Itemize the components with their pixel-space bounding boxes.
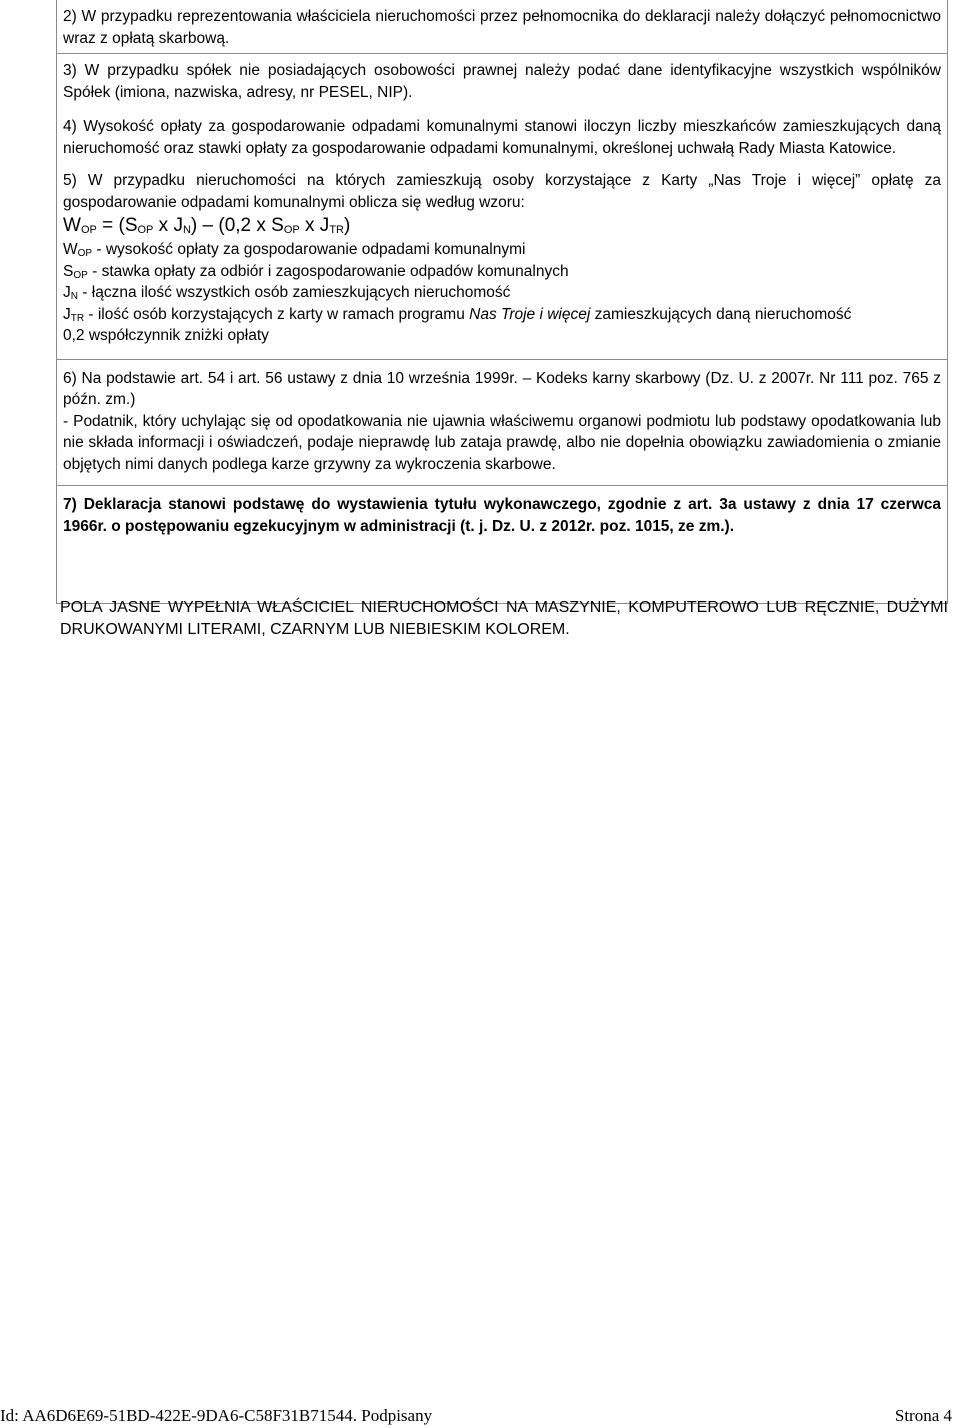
fee-formula: $W_{OP} = (S_{OP}$ x $J_N) - (0,2$ x $S_{OP}$ x $J_{TR}$) [63,215,351,236]
note-6 [63,368,941,476]
document-id: Id: AA6D6E69-51BD-422E-9DA6-C58F31B71544. Podpisany [0,1406,433,1425]
note-5-intro: 5) W przypadku nieruchomości na których zamieszkują osoby korzystające z Karty „Nas Troje i więcej” opłatę za gospodarowanie odpadami komunalnymi oblicza się według wzoru: [63,172,941,211]
page-number: Strona 4 [894,1406,952,1425]
note-2: 2) W przypadku reprezentowania właściciela nieruchomości przez pełnomocnika do deklaracji należy dołączyć pełnomocnictwo wraz z opłatą skarbową. [63,8,941,47]
definition-wop: $W_{OP}$ - wysokość opłaty za gospodarowanie odpadami komunalnymi [63,241,526,259]
note-7: 7) Deklaracja stanowi podstawę do wystawienia tytułu wykonawczego, zgodnie z art. 3a ustawy z dnia 17 czerwca 1966r. o postępowaniu egzekucyjnym w administracji (t. j. Dz. U. z 2012r. poz. 1015, ze zm.). [63,496,941,535]
note-5 [63,170,941,347]
page-footer [0,1404,960,1428]
filling-instruction: POLA JASNE WYPEŁNIA WŁAŚCICIEL NIERUCHOMOŚCI NA MASZYNIE, KOMPUTEROWO LUB RĘCZNIE, DUŻYMI DRUKOWANYMI LITERAMI, CZARNYM LUB NIEBIESKIM KOLOREM. [60,599,948,638]
definition-coefficient: 0,2 współczynnik zniżki opłaty [63,327,269,344]
definition-jn: $J_N$ - łączna ilość wszystkich osób zamieszkujących nieruchomość [63,284,511,302]
note-6-penalty: - Podatnik, który uchylając się od opodatkowania nie ujawnia właściwemu organowi podmiotu lub podstawy opodatkowania lub nie składa informacji i oświadczeń, podaje nieprawdę lub zataja prawdę, albo nie dopełnia obowiązku zawiadomienia o zmianie objętych nimi danych podlega karze grzywny za wykroczenia skarbowe. [63,412,941,473]
note-6-legal-basis: 6) Na podstawie art. 54 i art. 56 ustawy z dnia 10 września 1999r. – Kodeks karny skarbowy (Dz. U. z 2007r. Nr 111 poz. 765 z późn. zm.) [63,369,941,408]
note-3: 3) W przypadku spółek nie posiadających osobowości prawnej należy podać dane identyfikacyjne wszystkich wspólników Spółek (imiona, nazwiska, adresy, nr PESEL, NIP). [63,62,941,101]
notes-box [56,53,948,604]
divider [57,485,947,486]
divider [57,359,947,360]
definition-sop: $S_{OP}$ - stawka opłaty za odbiór i zagospodarowanie odpadów komunalnych [63,262,569,281]
note-4: 4) Wysokość opłaty za gospodarowanie odpadami komunalnymi stanowi iloczyn liczby mieszkańców zamieszkujących daną nieruchomość oraz stawki opłaty za gospodarowanie odpadami komunalnymi, określonej uchwałą Rady Miasta Katowice. [63,118,941,157]
note-2-box [56,0,948,54]
definition-jtr: $J_{TR}$ - ilość osób korzystających z karty w ramach programu Nas Troje i więcej zamieszkujących daną nieruchomość [63,305,852,324]
